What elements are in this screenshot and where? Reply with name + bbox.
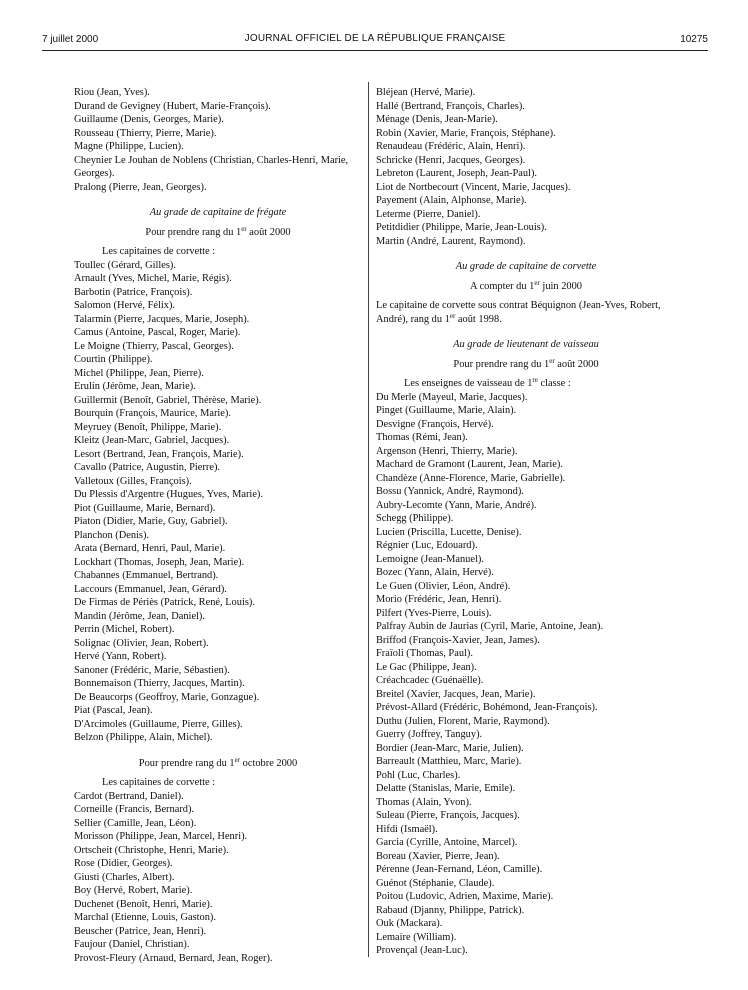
list-item: Hifdi (Ismaël). xyxy=(376,823,438,835)
list-item: Boy (Hervé, Robert, Marie). xyxy=(74,885,193,896)
list-item: Laccours (Emmanuel, Jean, Gérard). xyxy=(74,583,227,595)
list-item: Durand de Gevigney (Hubert, Marie-François). xyxy=(74,100,271,112)
rank-date: Pour prendre rang du 1er août 2000 xyxy=(145,224,291,238)
list-item: Bossu (Yannick, André, Raymond). xyxy=(376,486,524,497)
list-item: Piaton (Didier, Marie, Guy, Gabriel). xyxy=(74,516,228,527)
list-item: Morisson (Philippe, Jean, Marcel, Henri). xyxy=(74,831,248,842)
header-page-number: 10275 xyxy=(680,34,708,45)
group-label: Les capitaines de corvette : xyxy=(102,777,216,788)
list-item: Renaudeau (Frédéric, Alain, Henri). xyxy=(376,141,526,152)
list-item: Toullec (Gérard, Gilles). xyxy=(74,259,176,271)
section-heading: Au grade de capitaine de frégate xyxy=(149,207,287,218)
list-item: Riou (Jean, Yves). xyxy=(74,87,150,98)
list-item: Créachcadec (Guénaëlle). xyxy=(376,675,484,686)
list-item: Briffod (François-Xavier, Jean, James). xyxy=(376,634,540,646)
section-heading: Au grade de lieutenant de vaisseau xyxy=(453,339,599,350)
group-label: Les capitaines de corvette : xyxy=(102,246,216,257)
list-item: Lemoigne (Jean-Manuel). xyxy=(376,553,484,565)
list-item: Solignac (Olivier, Jean, Robert). xyxy=(74,637,209,649)
section-heading: Au grade de capitaine de corvette xyxy=(455,261,597,272)
list-item: Bonnemaison (Thierry, Jacques, Martin). xyxy=(74,678,245,689)
list-item: Lemaire (William). xyxy=(376,931,457,943)
list-item: Guillermit (Benoît, Gabriel, Thérèse, Marie). xyxy=(74,394,262,406)
list-item: Duchenet (Benoît, Henri, Marie). xyxy=(74,898,213,910)
list-item: Lockhart (Thomas, Joseph, Jean, Marie). xyxy=(74,556,245,568)
rank-date: A compter du 1er juin 2000 xyxy=(470,278,582,292)
list-item: Provençal (Jean-Luc). xyxy=(376,945,468,956)
list-item: Duthu (Julien, Florent, Marie, Raymond). xyxy=(376,715,550,727)
list-item: Courtin (Philippe). xyxy=(74,354,153,365)
list-item: Rabaud (Djanny, Philippe, Patrick). xyxy=(376,904,525,916)
list-item: Bléjean (Hervé, Marie). xyxy=(376,87,476,98)
list-item: Breitel (Xavier, Jacques, Jean, Marie). xyxy=(376,688,536,700)
list-item: De Beaucorps (Geoffroy, Marie, Gonzague). xyxy=(74,691,260,703)
list-item: Boreau (Xavier, Pierre, Jean). xyxy=(376,850,500,862)
list-item: Le capitaine de corvette sous contrat Béquignon (Jean-Yves, Robert, André), rang du 1er août 1998. xyxy=(376,300,661,325)
right-column xyxy=(376,86,676,958)
list-item: Schricke (Henri, Jacques, Georges). xyxy=(376,154,526,166)
name-list xyxy=(376,86,676,248)
list-item: Prévost-Allard (Frédéric, Bohémond, Jean-François). xyxy=(376,702,598,713)
list-item: Hervé (Yann, Robert). xyxy=(74,651,167,662)
list-item: Pilfert (Yves-Pierre, Louis). xyxy=(376,607,492,619)
list-item: Sanoner (Frédéric, Marie, Sébastien). xyxy=(74,664,230,676)
list-item: Ménage (Denis, Jean-Marie). xyxy=(376,114,498,125)
list-item: Schegg (Philippe). xyxy=(376,513,454,524)
name-list xyxy=(74,259,362,745)
list-item: Lesort (Bertrand, Jean, François, Marie). xyxy=(74,448,244,460)
list-item: Cheynier Le Jouhan de Noblens (Christian, Charles-Henri, Marie, Georges). xyxy=(74,154,349,179)
list-item: Du Plessis d'Argentre (Hugues, Yves, Marie). xyxy=(74,489,263,500)
list-item: Salomon (Hervé, Félix). xyxy=(74,300,175,311)
list-item: Rose (Didier, Georges). xyxy=(74,858,173,869)
list-item: Robin (Xavier, Marie, François, Stéphane). xyxy=(376,127,556,139)
list-item: Guerry (Joffrey, Tanguy). xyxy=(376,729,483,740)
list-item: Lebreton (Laurent, Joseph, Jean-Paul). xyxy=(376,168,537,179)
list-item: Leterme (Pierre, Daniel). xyxy=(376,208,481,220)
list-item: Machard de Gramont (Laurent, Jean, Marie). xyxy=(376,459,563,470)
list-item: Palfray Aubin de Jaurias (Cyril, Marie, Antoine, Jean). xyxy=(376,621,604,632)
list-item: Petitdidier (Philippe, Marie, Jean-Louis). xyxy=(376,222,547,233)
list-item: Belzon (Philippe, Alain, Michel). xyxy=(74,732,213,743)
list-item: Pohl (Luc, Charles). xyxy=(376,769,461,781)
list-item: Perrin (Michel, Robert). xyxy=(74,624,175,635)
list-item: Delatte (Stanislas, Marie, Emile). xyxy=(376,783,516,794)
list-item: Provost-Fleury (Arnaud, Bernard, Jean, Roger). xyxy=(74,952,273,964)
list-item: D'Arcimoles (Guillaume, Pierre, Gilles). xyxy=(74,718,243,730)
list-item: Le Gac (Philippe, Jean). xyxy=(376,661,477,673)
list-item: Régnier (Luc, Edouard). xyxy=(376,540,478,551)
list-item: Ouk (Mackara). xyxy=(376,918,443,929)
list-item: Magne (Philippe, Lucien). xyxy=(74,141,184,152)
list-item: Arnault (Yves, Michel, Marie, Régis). xyxy=(74,273,232,284)
group-label: Les enseignes de vaisseau de 1re classe : xyxy=(404,376,571,389)
list-item: Bordier (Jean-Marc, Marie, Julien). xyxy=(376,742,524,754)
list-item: Talarmin (Pierre, Jacques, Marie, Joseph). xyxy=(74,313,250,325)
list-item: Poitou (Ludovic, Adrien, Maxime, Marie). xyxy=(376,891,554,902)
name-list xyxy=(74,790,362,966)
rank-date: Pour prendre rang du 1er août 2000 xyxy=(453,356,599,370)
list-item: Kleitz (Jean-Marc, Gabriel, Jacques). xyxy=(74,435,230,446)
list-item: Cavallo (Patrice, Augustin, Pierre). xyxy=(74,462,221,473)
list-item: Piat (Pascal, Jean). xyxy=(74,705,153,716)
list-item: Suleau (Pierre, François, Jacques). xyxy=(376,810,520,821)
list-item: Valletoux (Gilles, François). xyxy=(74,475,192,487)
list-item: Pinget (Guillaume, Marie, Alain). xyxy=(376,405,517,416)
list-item: Beuscher (Patrice, Jean, Henri). xyxy=(74,925,207,937)
list-item: Desvigne (François, Hervé). xyxy=(376,418,494,430)
list-item: Ortscheit (Christophe, Henri, Marie). xyxy=(74,844,229,856)
list-item: Mandin (Jérôme, Jean, Daniel). xyxy=(74,610,205,622)
page-header xyxy=(42,32,708,51)
list-item: Chabannes (Emmanuel, Bertrand). xyxy=(74,570,219,581)
list-item: Thomas (Alain, Yvon). xyxy=(376,796,472,808)
list-item: Piot (Guillaume, Marie, Bernard). xyxy=(74,502,216,514)
column-divider xyxy=(368,82,369,957)
list-item: Pérenne (Jean-Fernand, Léon, Camille). xyxy=(376,864,543,875)
list-item: Camus (Antoine, Pascal, Roger, Marie). xyxy=(74,327,241,338)
list-item: Le Moigne (Thierry, Pascal, Georges). xyxy=(74,340,234,352)
list-item: Giusti (Charles, Albert). xyxy=(74,871,175,883)
list-item: Guillaume (Denis, Georges, Marie). xyxy=(74,114,224,125)
list-item: Aubry-Lecomte (Yann, Marie, André). xyxy=(376,499,537,511)
list-item: Faujour (Daniel, Christian). xyxy=(74,939,190,950)
list-item: Barbotin (Patrice, François). xyxy=(74,286,193,298)
list-item: Barreault (Matthieu, Marc, Marie). xyxy=(376,756,522,767)
list-item: Le Guen (Olivier, Léon, André). xyxy=(376,580,511,592)
list-item: Corneille (Francis, Bernard). xyxy=(74,804,195,815)
list-item: Thomas (Rémi, Jean). xyxy=(376,432,468,443)
list-item: Bourquin (François, Maurice, Marie). xyxy=(74,408,231,419)
left-column xyxy=(74,86,362,965)
name-list xyxy=(376,391,676,958)
list-item: Sellier (Camille, Jean, Léon). xyxy=(74,817,197,829)
list-item: Chandèze (Anne-Florence, Marie, Gabrielle). xyxy=(376,472,566,484)
list-item: Argenson (Henri, Thierry, Marie). xyxy=(376,445,518,457)
header-title: JOURNAL OFFICIEL DE LA RÉPUBLIQUE FRANÇAISE xyxy=(244,33,506,44)
list-item: Meyruey (Benoît, Philippe, Marie). xyxy=(74,421,222,433)
list-item: Payement (Alain, Alphonse, Marie). xyxy=(376,195,527,206)
list-item: Bozec (Yann, Alain, Hervé). xyxy=(376,567,494,578)
list-item: Morio (Frédéric, Jean, Henri). xyxy=(376,594,502,605)
list-item: Hallé (Bertrand, François, Charles). xyxy=(376,100,525,112)
list-item: Martin (André, Laurent, Raymond). xyxy=(376,235,526,247)
header-date: 7 juillet 2000 xyxy=(42,34,99,45)
list-item: Garcia (Cyrille, Antoine, Marcel). xyxy=(376,837,518,848)
rank-date: Pour prendre rang du 1er octobre 2000 xyxy=(138,755,298,769)
list-item: Planchon (Denis). xyxy=(74,529,150,541)
list-item: Guénot (Stéphanie, Claude). xyxy=(376,877,495,889)
list-item: Du Merle (Mayeul, Marie, Jacques). xyxy=(376,391,528,403)
list-item: Pralong (Pierre, Jean, Georges). xyxy=(74,181,207,193)
list-item: Liot de Nortbecourt (Vincent, Marie, Jacques). xyxy=(376,181,571,193)
list-item: De Firmas de Périès (Patrick, René, Louis). xyxy=(74,597,255,608)
list-item: Michel (Philippe, Jean, Pierre). xyxy=(74,367,204,379)
list-item: Lucien (Priscilla, Lucette, Denise). xyxy=(376,526,522,538)
list-item: Cardot (Bertrand, Daniel). xyxy=(74,790,184,802)
list-item: Rousseau (Thierry, Pierre, Marie). xyxy=(74,127,217,139)
list-item: Fraïoli (Thomas, Paul). xyxy=(376,648,473,659)
list-item: Arata (Bernard, Henri, Paul, Marie). xyxy=(74,543,226,554)
name-list xyxy=(74,86,362,154)
list-item: Erulin (Jérôme, Jean, Marie). xyxy=(74,381,196,392)
list-item: Marchal (Etienne, Louis, Gaston). xyxy=(74,912,216,923)
